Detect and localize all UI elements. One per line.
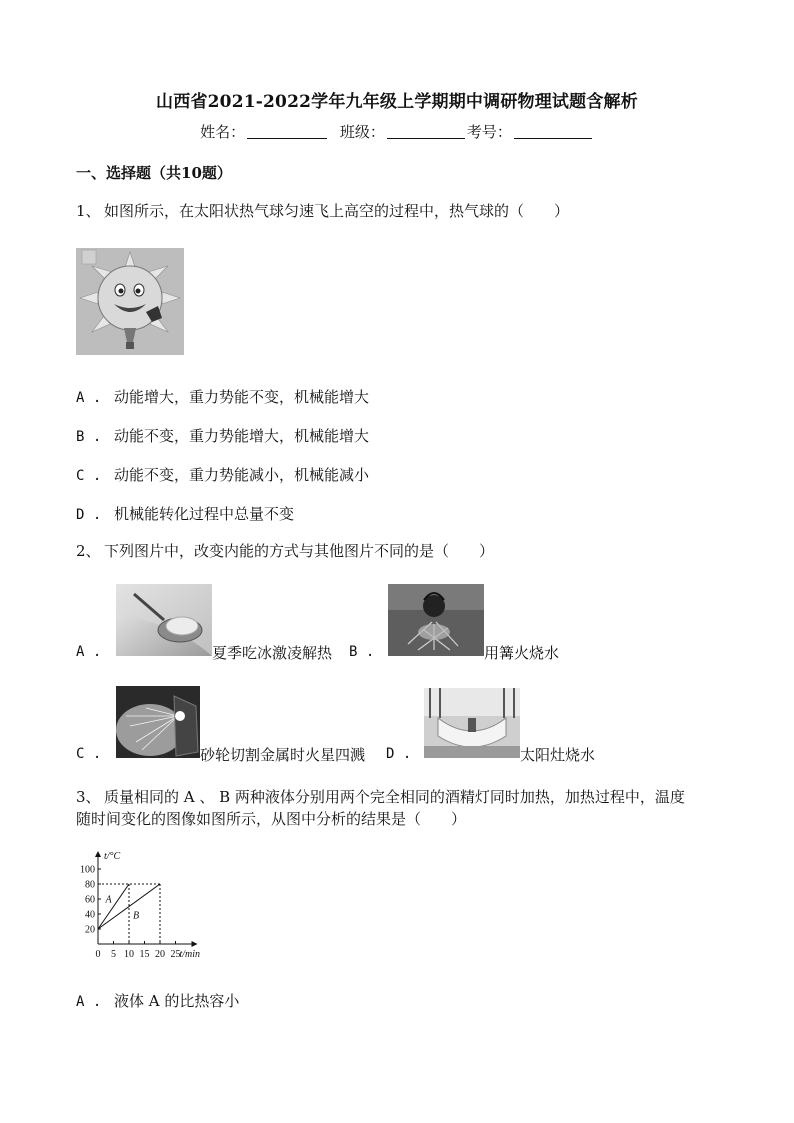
x-axis-arrow (192, 941, 198, 947)
x-tick-label: 20 (155, 949, 165, 960)
exam-label: 考号： (466, 123, 512, 141)
question-1 (76, 198, 569, 224)
option-1d[interactable]: D . 机械能转化过程中总量不变 (76, 505, 295, 523)
x-tick-label: 0 (95, 949, 101, 960)
y-tick-label: 40 (85, 909, 95, 921)
class-label: 班级： (339, 123, 385, 141)
x-tick-label: 10 (124, 949, 134, 960)
series-label-b: B (133, 910, 140, 922)
exam-number-field[interactable] (514, 124, 592, 139)
question-2 (76, 538, 494, 564)
option-2c-text[interactable]: 砂轮切割金属时火星四溅 (200, 746, 366, 764)
temperature-time-chart (76, 846, 236, 968)
name-field[interactable] (247, 124, 327, 139)
page-title: 山西省2021-2022学年九年级上学期期中调研物理试题含解析 (156, 92, 638, 112)
class-field[interactable] (387, 124, 465, 139)
question-text: 如图所示，在太阳状热气球匀速飞上高空的过程中，热气球的（ ） (104, 202, 570, 220)
section-title: 一、选择题（共10题） (76, 164, 232, 182)
y-axis-label: t/°C (104, 851, 121, 862)
question-text-line1: 质量相同的 A 、 B 两种液体分别用两个完全相同的酒精灯同时加热，加热过程中，温度 (104, 788, 685, 806)
ice-cream-image (116, 584, 212, 656)
question-number: 3、 (76, 788, 101, 806)
sun-balloon-image (76, 248, 184, 355)
option-2c-letter[interactable]: C . (76, 746, 102, 762)
option-2d-text[interactable]: 太阳灶烧水 (520, 746, 596, 764)
x-tick-label: 25 (170, 949, 181, 960)
y-tick-label: 60 (85, 894, 95, 906)
grinding-sparks-image (116, 686, 200, 758)
option-1b[interactable]: B . 动能不变，重力势能增大，机械能增大 (76, 427, 370, 445)
question-number: 1、 (76, 202, 101, 220)
series-line-a (98, 884, 129, 929)
bonfire-kettle-image (388, 584, 484, 656)
x-tick-label: 15 (139, 949, 150, 960)
question-3-line2: 随时间变化的图像如图所示，从图中分析的结果是（ ） (76, 810, 467, 828)
option-2a-letter[interactable]: A . (76, 644, 102, 660)
name-label: 姓名： (200, 123, 246, 141)
option-2a-text[interactable]: 夏季吃冰激凌解热 (212, 644, 333, 662)
option-1a[interactable]: A . 动能增大，重力势能不变，机械能增大 (76, 388, 370, 406)
option-2d-letter[interactable]: D . (386, 746, 412, 762)
y-tick-label: 20 (85, 924, 95, 936)
x-tick-label: 5 (111, 949, 116, 960)
question-number: 2、 (76, 542, 101, 560)
series-line-b (98, 884, 160, 929)
student-info-line (0, 121, 794, 142)
x-axis-label: t/min (179, 949, 201, 960)
series-label-a: A (105, 894, 112, 906)
option-3a[interactable]: A . 液体 A 的比热容小 (76, 992, 240, 1010)
y-tick-label: 100 (80, 864, 95, 876)
y-tick-label: 80 (85, 879, 95, 891)
option-1c[interactable]: C . 动能不变，重力势能减小，机械能减小 (76, 466, 370, 484)
option-2b-letter[interactable]: B . (349, 644, 375, 660)
option-2b-text[interactable]: 用篝火烧水 (484, 644, 560, 662)
solar-cooker-image (424, 688, 520, 758)
y-axis-arrow (95, 851, 101, 857)
question-text: 下列图片中，改变内能的方式与其他图片不同的是（ ） (104, 542, 495, 560)
chart-svg (76, 846, 236, 968)
